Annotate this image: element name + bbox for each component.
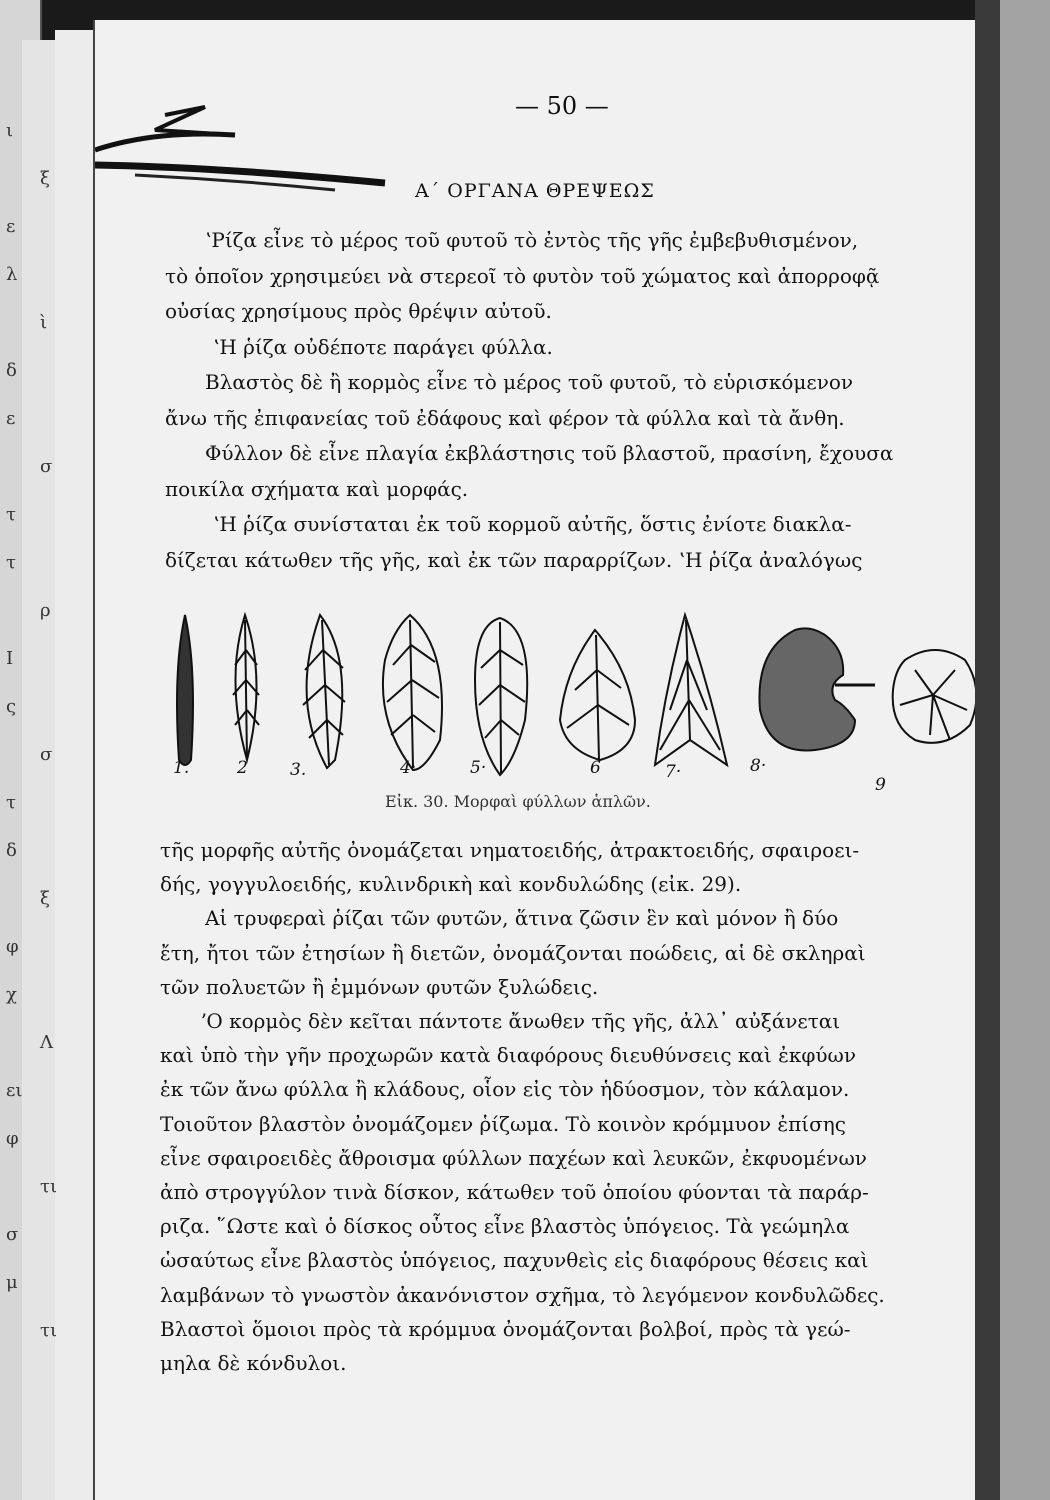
figure-number: 2 — [237, 758, 248, 778]
leaf-6-cordate — [560, 630, 635, 760]
edge-glyph: ξ — [40, 168, 50, 189]
underlying-page-glyphs — [6, 120, 66, 1420]
edge-glyph: ρ — [40, 600, 51, 621]
text-line: δίζεται κάτωθεν τῆς γῆς, καὶ ἐκ τῶν παραρρίζων. ʽΗ ῥίζα ἀναλόγως — [165, 547, 863, 572]
edge-glyph: τ — [6, 552, 16, 573]
figure-number: 6 — [590, 758, 601, 778]
edge-glyph: τι — [40, 1320, 58, 1341]
edge-glyph: τι — [40, 1176, 58, 1197]
edge-glyph: δ — [6, 360, 17, 381]
leaf-2-lanceolate — [233, 615, 259, 760]
text-line: τῆς μορφῆς αὐτῆς ὀνομάζεται νηματοειδής, ἀτρακτοειδής, σφαιροει- — [160, 838, 860, 862]
edge-glyph: σ — [6, 1224, 19, 1245]
figure-number: 1. — [173, 758, 190, 778]
section-heading: Α΄ ΟΡΓΑΝΑ ΘΡΕΨΕΩΣ — [415, 180, 655, 202]
text-line: ποικίλα σχήματα καὶ μορφάς. — [165, 476, 469, 501]
edge-glyph: χ — [6, 984, 17, 1005]
text-line: Βλαστοὶ ὅμοιοι πρὸς τὰ κρόμμυα ὀνομάζονται βολβοί, πρὸς τὰ γεώ- — [160, 1316, 851, 1341]
text-line: ὡσαύτως εἶνε βλαστὸς ὑπόγειος, παχυνθεὶς εἰς διαφόρους θέσεις καὶ — [160, 1248, 869, 1273]
edge-glyph: ει — [6, 1080, 23, 1101]
edge-glyph: ε — [6, 408, 16, 429]
edge-glyph: Λ — [40, 1032, 53, 1053]
figure-number: 9 — [875, 775, 886, 795]
edge-glyph: ὶ — [40, 312, 48, 333]
text-line: λαμβάνων τὸ γνωστὸν ἀκανόνιστον σχῆμα, τὸ λεγόμενον κονδυλῶδες. — [160, 1282, 885, 1307]
leaf-1-linear — [177, 615, 193, 765]
text-line: ἄνω τῆς ἐπιφανείας τοῦ ἐδάφους καὶ φέρον τὰ φύλλα καὶ τὰ ἄνθη. — [165, 405, 845, 430]
edge-glyph: τ — [6, 504, 16, 525]
leaf-3-elliptic — [303, 615, 345, 768]
leaf-4-ovate — [383, 615, 442, 770]
edge-glyph: σ — [40, 456, 53, 477]
edge-glyph: φ — [6, 1128, 19, 1149]
figure-number: 7· — [665, 762, 682, 782]
text-line: ἐκ τῶν ἄνω φύλλα ἢ κλάδους, οἷον εἰς τὸν ἡδύοσμον, τὸν κάλαμον. — [160, 1077, 850, 1102]
text-line: τὸ ὁποῖον χρησιμεύει νὰ στερεοῖ τὸ φυτὸν τοῦ χώματος καὶ ἀπορροφᾷ — [165, 263, 880, 288]
text-line: ʽΗ ῥίζα οὐδέποτε παράγει φύλλα. — [213, 334, 553, 359]
edge-glyph: σ — [40, 744, 53, 765]
leaf-5-obovate — [475, 618, 527, 775]
text-line: τῶν πολυετῶν ἢ ἐμμόνων φυτῶν ξυλώδεις. — [160, 974, 599, 999]
text-line: εἶνε σφαιροειδὲς ἄθροισμα φύλλων παχέων καὶ λευκῶν, ἐκφυομένων — [160, 1145, 867, 1170]
edge-glyph: ξ — [40, 888, 50, 909]
text-line: Φύλλον δὲ εἶνε πλαγία ἐκβλάστησις τοῦ βλαστοῦ, πρασίνη, ἔχουσα — [205, 441, 894, 465]
text-line: ʽΡίζα εἶνε τὸ μέρος τοῦ φυτοῦ τὸ ἐντὸς τῆς γῆς ἐμβεβυθισμένον, — [205, 228, 859, 252]
edge-glyph: λ — [6, 264, 18, 285]
edge-glyph: τ — [6, 792, 16, 813]
text-line: καὶ ὑπὸ τὴν γῆν προχωρῶν κατὰ διαφόρους διευθύνσεις καὶ ἐκφύων — [160, 1043, 856, 1068]
text-line: ʼΟ κορμὸς δὲν κεῖται πάντοτε ἄνωθεν τῆς γῆς, ἀλλ᾽ αὐξάνεται — [200, 1009, 841, 1033]
edge-glyph: ς — [6, 696, 17, 717]
leaf-8-reniform — [759, 628, 875, 750]
figure-number: 4· — [400, 758, 417, 778]
text-line: ριζα. ῞Ωστε καὶ ὁ δίσκος οὗτος εἶνε βλαστὸς ὑπόγειος. Τὰ γεώμηλα — [160, 1214, 850, 1239]
text-line: Βλαστὸς δὲ ἢ κορμὸς εἶνε τὸ μέρος τοῦ φυτοῦ, τὸ εὑρισκόμενον — [205, 370, 854, 394]
figure-number: 5· — [470, 758, 487, 778]
figure-number: 3. — [290, 760, 307, 780]
figure-caption: Εἰκ. 30. Μορφαὶ φύλλων ἁπλῶν. — [385, 792, 651, 811]
edge-glyph: δ — [6, 840, 17, 861]
page-number: — 50 — — [515, 92, 609, 120]
text-line: ʽΗ ῥίζα συνίσταται ἐκ τοῦ κορμοῦ αὐτῆς, ὅστις ἐνίοτε διακλα- — [213, 512, 852, 536]
edge-glyph: ι — [6, 120, 14, 141]
leaf-shapes-figure — [155, 610, 975, 800]
edge-glyph: ε — [6, 216, 16, 237]
edge-glyph: φ — [6, 936, 19, 957]
leaf-9-peltate — [893, 650, 975, 743]
text-line: οὐσίας χρησίμους πρὸς θρέψιν αὐτοῦ. — [165, 299, 552, 323]
figure-number: 8· — [750, 756, 767, 776]
text-line: μηλα δὲ κόνδυλοι. — [160, 1351, 347, 1375]
book-page — [95, 20, 975, 1500]
text-line: ἀπὸ στρογγύλον τινὰ δίσκον, κάτωθεν τοῦ ὁποίου φύονται τὰ παράρ- — [160, 1180, 869, 1204]
page-right-edge — [1000, 0, 1050, 1500]
text-line: Τοιοῦτον βλαστὸν ὀνομάζομεν ῥίζωμα. Τὸ κοινὸν κρόμμυον ἐπίσης — [160, 1111, 846, 1136]
edge-glyph: μ — [6, 1272, 18, 1293]
leaf-7-sagittate — [655, 615, 727, 765]
edge-glyph: Ι — [6, 648, 14, 669]
text-line: ἔτη, ἤτοι τῶν ἐτησίων ἢ διετῶν, ὀνομάζονται ποώδεις, αἱ δὲ σκληραὶ — [160, 940, 866, 965]
text-line: δής, γογγυλοειδής, κυλινδρικὴ καὶ κονδυλώδης (εἰκ. 29). — [160, 872, 742, 897]
text-line: Αἱ τρυφεραὶ ῥίζαι τῶν φυτῶν, ἅτινα ζῶσιν ἓν καὶ μόνον ἢ δύο — [205, 906, 839, 931]
